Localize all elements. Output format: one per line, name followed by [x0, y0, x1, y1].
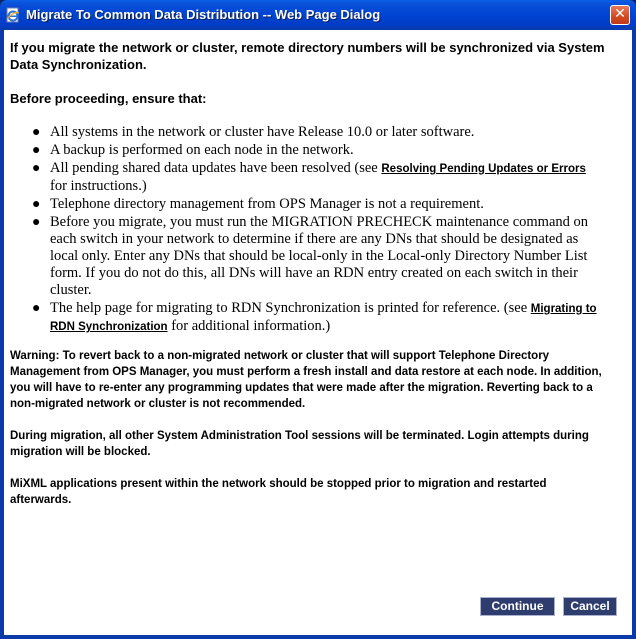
close-button[interactable]: [610, 5, 630, 25]
migration-notice: During migration, all other System Administration Tool sessions will be terminated. Login attempts during migration will be blocked.: [10, 430, 589, 458]
bullet-dot: ●: [32, 301, 41, 316]
before-heading: Before proceeding, ensure that:: [10, 91, 207, 106]
mixml-notice: MiXML applications present within the network should be stopped prior to migration and restarted afterwards.: [10, 478, 547, 506]
warning-text: Warning: To revert back to a non-migrated network or cluster that will support Telephone Directory Management from OPS Manager, you must perform a fresh install and data restore at each node. In addition, you will have to re-enter any programming updates that were made after the migration. Reverting back to a non-migrated network or cluster is not recommended.: [10, 350, 602, 410]
list-item: [10, 124, 606, 141]
close-icon: ✕: [614, 6, 626, 22]
migrating-rdn-sync-link[interactable]: Migrating to RDN Synchronization: [50, 303, 597, 333]
bullet-dot: ●: [32, 125, 41, 140]
list-item-text: All pending shared data updates have been resolved (see: [50, 160, 382, 176]
resolving-pending-updates-link[interactable]: Resolving Pending Updates or Errors: [381, 163, 586, 175]
list-item-text: for instructions.): [50, 178, 147, 194]
requirements-list: [10, 124, 606, 336]
list-item-text: Telephone directory management from OPS Manager is not a requirement.: [50, 196, 484, 212]
bullet-dot: ●: [32, 161, 41, 176]
list-item-text: The help page for migrating to RDN Synchronization is printed for reference. (see: [50, 300, 531, 316]
list-item-text: All systems in the network or cluster have Release 10.0 or later software.: [50, 124, 475, 140]
intro-text: If you migrate the network or cluster, remote directory numbers will be synchronized via System Data Synchronization.: [10, 40, 605, 72]
cancel-button[interactable]: Cancel: [563, 597, 617, 616]
bullet-dot: ●: [32, 143, 41, 158]
list-item-text: A backup is performed on each node in the network.: [50, 142, 354, 158]
list-item-text: for additional information.): [167, 318, 331, 334]
bullet-dot: ●: [32, 215, 41, 230]
window-title: Migrate To Common Data Distribution -- Web Page Dialog: [26, 7, 381, 22]
list-item: [10, 214, 606, 299]
list-item: [10, 160, 606, 195]
list-item: [10, 300, 606, 336]
continue-button[interactable]: Continue: [480, 597, 555, 616]
content-area: [10, 39, 606, 508]
dialog-body: [0, 30, 636, 639]
title-bar[interactable]: [0, 0, 636, 30]
ie-page-icon: [5, 7, 21, 23]
bullet-dot: ●: [32, 197, 41, 212]
list-item: [10, 196, 606, 213]
list-item-text: Before you migrate, you must run the MIGRATION PRECHECK maintenance command on each switch in your network to determine if there are any DNs that should be designated as local only. Enter any DNs that should be local-only in the Local-only Directory Number List form. If you do not do this, all DNs will have an RDN entry created on each switch in their cluster.: [50, 214, 589, 298]
list-item: [10, 142, 606, 159]
